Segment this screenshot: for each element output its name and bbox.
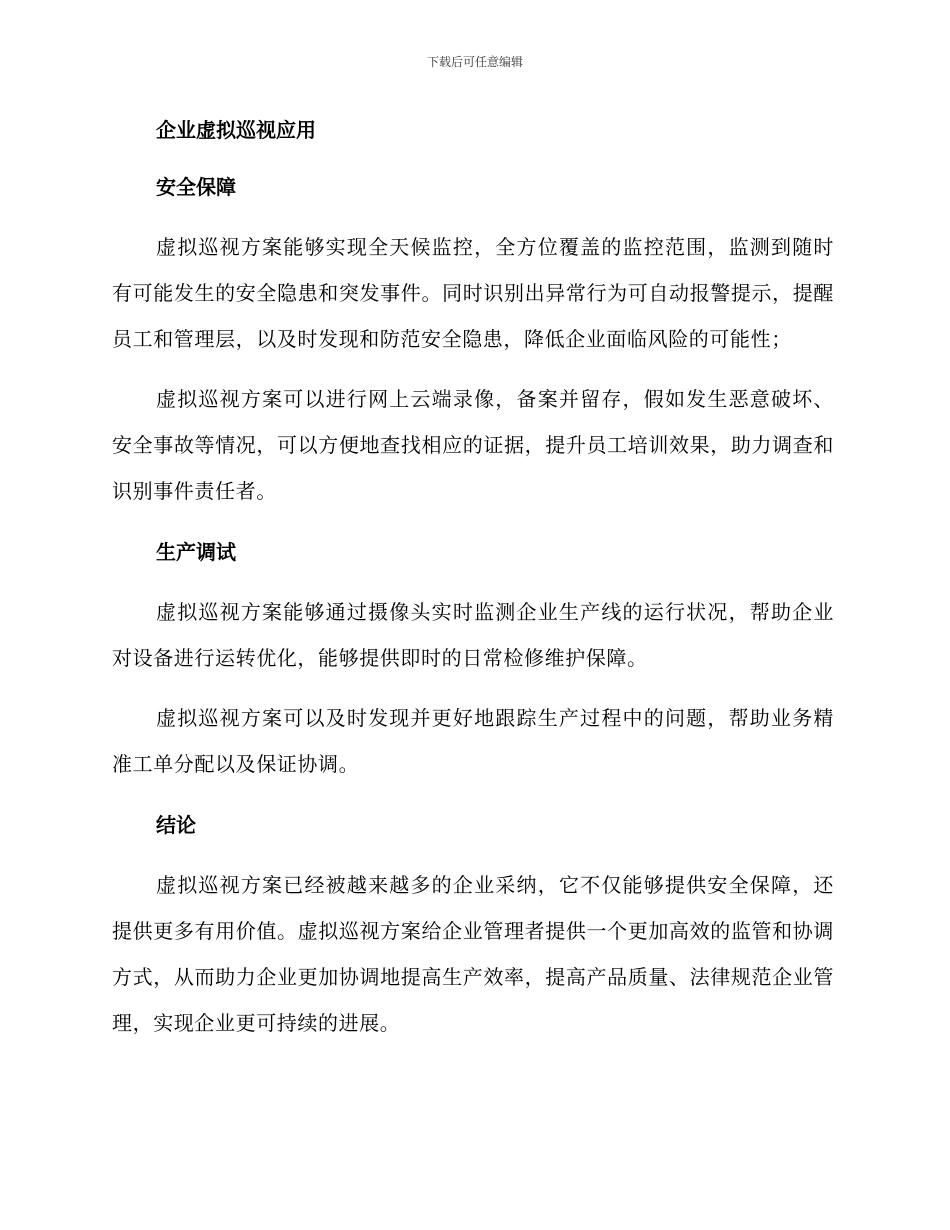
paragraph: 虚拟巡视方案可以及时发现并更好地跟踪生产过程中的问题，帮助业务精准工单分配以及保证协调。 (112, 706, 834, 776)
paragraph: 虚拟巡视方案能够通过摄像头实时监测企业生产线的运行状况，帮助企业对设备进行运转优化，能够提供即时的日常检修维护保障。 (112, 600, 834, 670)
document-title: 企业虚拟巡视应用 (156, 118, 316, 142)
section-heading-production: 生产调试 (156, 540, 236, 564)
paragraph: 虚拟巡视方案可以进行网上云端录像，备案并留存，假如发生恶意破坏、安全事故等情况，可以方便地查找相应的证据，提升员工培训效果，助力调查和识别事件责任者。 (112, 387, 834, 503)
paragraph: 虚拟巡视方案能够实现全天候监控，全方位覆盖的监控范围，监测到随时有可能发生的安全隐患和突发事件。同时识别出异常行为可自动报警提示，提醒员工和管理层，以及时发现和防范安全隐患，降低企业面临风险的可能性； (112, 235, 834, 351)
section-heading-conclusion: 结论 (156, 813, 196, 837)
document-body (112, 110, 834, 1060)
page-header-note: 下载后可任意编辑 (426, 55, 523, 69)
section-heading-safety: 安全保障 (156, 175, 236, 199)
paragraph: 虚拟巡视方案已经被越来越多的企业采纳，它不仅能够提供安全保障，还提供更多有用价值。虚拟巡视方案给企业管理者提供一个更加高效的监管和协调方式，从而助力企业更加协调地提高生产效率，提高产品质量、法律规范企业管理，实现企业更可持续的进展。 (112, 873, 834, 1035)
